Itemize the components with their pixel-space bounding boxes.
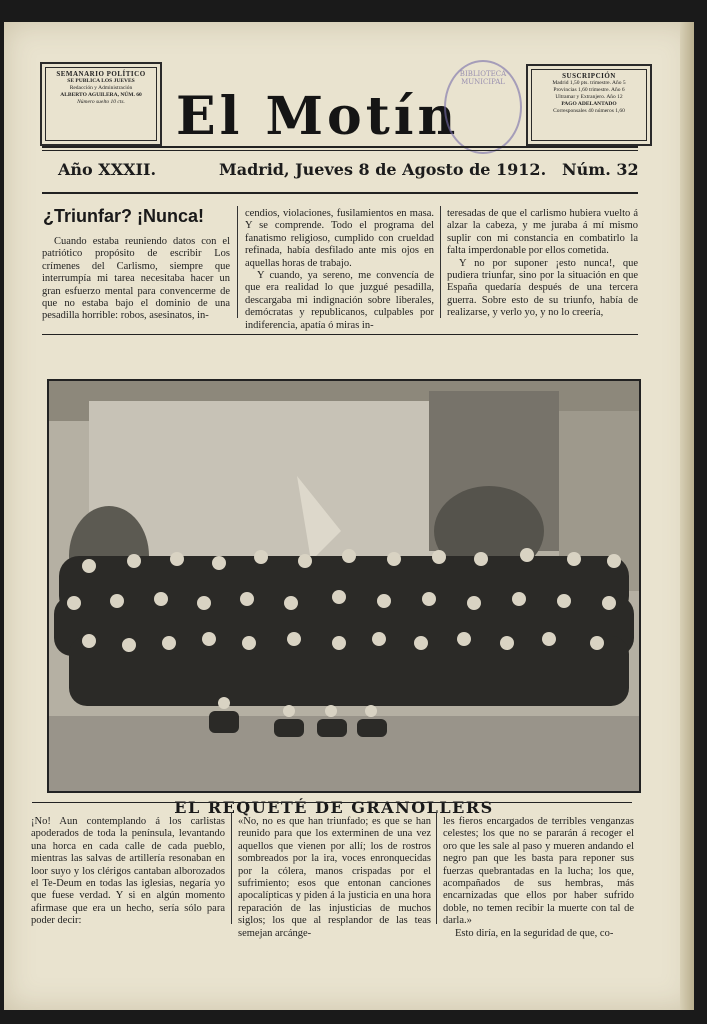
- subscription-box: [526, 64, 652, 146]
- issue-number: Núm. 32: [562, 160, 639, 179]
- paragraph: teresadas de que el carlismo hubiera vuelto á alzar la cabeza, y me juraba á mí mismo suplir con mi constancia en combatirlo la falta imperdonable por ellos cometida.: [447, 208, 638, 257]
- article2-column-3: [443, 816, 634, 940]
- column-divider: [231, 812, 232, 924]
- paragraph: Y cuando, ya sereno, me convencía de que era realidad lo que juzgué pesadilla, descargaba mi indignación sobre liberales, demócratas y republicanos, culpables por indiferencia, apatía ó miras in-: [245, 270, 434, 331]
- box-line: Número suelto 10 cts.: [77, 99, 125, 105]
- article1-column-3: [447, 208, 638, 320]
- column-divider: [237, 206, 238, 318]
- box-title: SEMANARIO POLÍTICO: [56, 70, 146, 78]
- rule-caption: [32, 802, 632, 803]
- photo-caption: EL REQUETÉ DE GRANOLLERS: [174, 798, 494, 817]
- library-stamp: [444, 60, 522, 154]
- box-line: Madrid 1,50 pts. trimestre. Año 5: [552, 80, 626, 86]
- issue-year: Año XXXII.: [58, 160, 157, 179]
- rule-top: [42, 146, 638, 148]
- box-line: Redacción y Administración: [69, 85, 133, 91]
- column-divider: [436, 812, 437, 924]
- issue-date: Madrid, Jueves 8 de Agosto de 1912.: [219, 160, 547, 179]
- paragraph: «No, no es que han triunfado; es que se han reunido para que los exterminen de una vez aquellos que vienen por allí; los de rostros sombreados por la ira, voces enronquecidas por la cólera, manos crispadas por el sufrimiento; esos que entonan canciones apocalípticas y piden á la justicia en una hora reparación de las injusticias de muchos siglos; los que al resplandor de las teas semejan arcánge-: [238, 816, 431, 939]
- paragraph: ¡No! Aun contemplando á los carlistas apoderados de toda la península, levantando una horca en cada calle de cada pueblo, mientras las salvas de artillería resonaban en loor suyo y los clérigos cantaban alborozados el Te-Deum en todas las iglesias, negaría yo que fuese verdad. Y si en algún momento afirmase que era un hecho, sería sólo para poder decir:: [31, 816, 225, 927]
- box-line: Ultramar y Extranjero. Año 12: [555, 94, 623, 100]
- masthead-title: El Motín: [176, 86, 460, 147]
- newspaper-page: [4, 22, 694, 1010]
- paragraph: Y no por suponer ¡esto nunca!, que pudiera triunfar, sino por la situación en que España quedaría después de una tercera guerra. Sobre esto de su triunfo, había de realizarse, y verlo yo, y no lo creería,: [447, 257, 638, 319]
- paragraph: cendios, violaciones, fusilamientos en masa. Y se comprende. Todo el programa del fanatismo religioso, cumplido con crueldad refinada, había desfilado ante mis ojos en aquellas horas de trabajo.: [245, 208, 434, 269]
- stamp-text: BIBLIOTECA MUNICIPAL: [459, 70, 507, 86]
- box-line: ALBERTO AGUILERA, NÚM. 60: [60, 92, 142, 98]
- article2-column-2: [238, 816, 431, 940]
- paragraph: les fieros encargados de terribles venganzas celestes; los que no se pararán á recoger el oro que les sale al paso y mueren andando el negro pan que les basta para reponer sus fuerzas quebrantadas en la lucha; los que, acompañados de sus hembras, más encarnizadas que ellos por haber sufrido doble, no temen recibir la muerte con tal de darla.»: [443, 816, 634, 927]
- page-spine: [680, 22, 694, 1010]
- box-line: SE PUBLICA LOS JUEVES: [67, 78, 135, 84]
- article2-column-1: [31, 816, 225, 928]
- box-title: SUSCRIPCIÓN: [562, 72, 616, 80]
- paragraph: Cuando estaba reuniendo datos con el patriótico propósito de escribir Los crímenes del Carlismo, siempre que interrumpía mi tarea necesitaba hacer un gran esfuerzo mental para convencerme de que no estaba bajo el dominio de una pesadilla horrible: robos, asesinatos, in-: [42, 236, 230, 322]
- rule-info: [42, 192, 638, 194]
- publication-info-box: [40, 62, 162, 146]
- rule-above-photo: [42, 334, 638, 335]
- box-line: Provincias 1,60 trimestre. Año 6: [553, 87, 625, 93]
- rule-top-thin: [42, 150, 638, 151]
- paragraph: Esto diría, en la seguridad de que, co-: [455, 927, 614, 939]
- group-photograph: [47, 379, 641, 793]
- article1-column-2: [245, 208, 434, 332]
- box-line: Corresponsales 40 números 1,60: [553, 108, 625, 114]
- column-divider: [440, 206, 441, 318]
- article-headline: ¿Triunfar? ¡Nunca!: [43, 206, 204, 226]
- article1-column-1: [42, 236, 230, 323]
- box-line: PAGO ADELANTADO: [561, 101, 617, 107]
- photo-scene: [49, 381, 639, 791]
